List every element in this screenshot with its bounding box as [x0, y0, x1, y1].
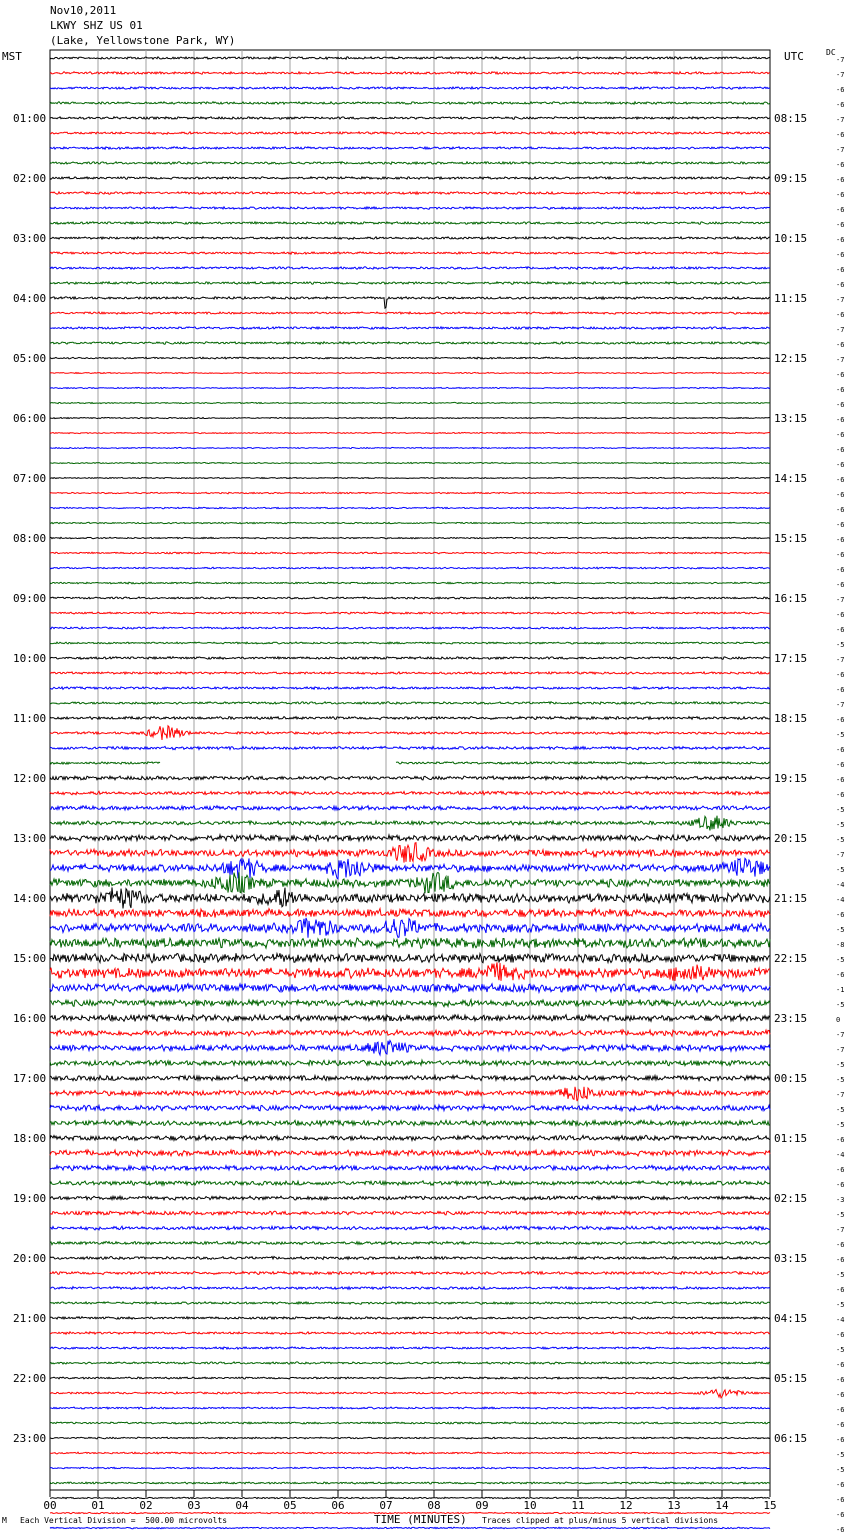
dc-offset-label: -6 [836, 176, 845, 184]
dc-offset-label: -4 [836, 1316, 845, 1324]
dc-offset-label: -5 [836, 1271, 845, 1279]
trace-row [50, 222, 770, 225]
trace-row [50, 1437, 770, 1439]
dc-offset-label: -6 [836, 386, 845, 394]
x-tick-label: 00 [43, 1499, 57, 1512]
trace-row [50, 1347, 770, 1349]
right-hour-label: 14:15 [774, 472, 808, 485]
dc-offset-label: -6 [836, 341, 845, 349]
left-hour-label: 11:00 [13, 712, 47, 725]
trace-row [50, 522, 770, 523]
trace-row [50, 1120, 770, 1126]
right-hour-label: 21:15 [774, 892, 808, 905]
trace-row [50, 432, 770, 433]
left-hour-label: 05:00 [13, 352, 47, 365]
left-hour-label: 18:00 [13, 1132, 47, 1145]
trace-row [50, 1181, 770, 1185]
left-hour-label: 02:00 [13, 172, 47, 185]
dc-offset-label: -6 [836, 1181, 845, 1189]
dc-offset-label: -7 [836, 701, 845, 709]
trace-row [50, 1422, 770, 1424]
right-hour-label: 05:15 [774, 1372, 808, 1385]
dc-offset-label: -6 [836, 1436, 845, 1444]
trace-row [50, 1377, 770, 1379]
trace-row [50, 567, 770, 569]
trace-row [50, 1287, 770, 1290]
dc-offset-label: -6 [836, 1526, 845, 1534]
x-tick-label: 13 [667, 1499, 681, 1512]
trace-row [50, 267, 770, 270]
trace-row [50, 1135, 770, 1140]
left-hour-label: 14:00 [13, 892, 47, 905]
dc-offset-label: -4 [836, 1151, 845, 1159]
right-hour-label: 09:15 [774, 172, 808, 185]
trace-row [50, 357, 770, 359]
dc-offset-label: -6 [836, 566, 845, 574]
dc-offset-label: -6 [836, 1496, 845, 1504]
dc-offset-label: -3 [836, 1196, 845, 1204]
dc-offset-label: -5 [836, 641, 845, 649]
trace-row [50, 192, 770, 195]
left-hour-label: 17:00 [13, 1072, 47, 1085]
right-hour-label: 01:15 [774, 1132, 808, 1145]
right-timezone-label: UTC [784, 50, 804, 63]
dc-offset-label: -6 [836, 161, 845, 169]
dc-offset-label: -7 [836, 56, 845, 64]
dc-offset-label: -6 [836, 1361, 845, 1369]
dc-offset-label: -6 [836, 626, 845, 634]
dc-offset-label: -6 [836, 1166, 845, 1174]
trace-row [50, 746, 770, 749]
left-hour-label: 20:00 [13, 1252, 47, 1265]
dc-offset-label: -5 [836, 1346, 845, 1354]
dc-offset-label: -5 [836, 956, 845, 964]
dc-offset-label: -6 [836, 671, 845, 679]
trace-row [50, 102, 770, 105]
trace-row [50, 938, 770, 949]
dc-offset-label: -6 [836, 431, 845, 439]
dc-offset-label: -6 [836, 611, 845, 619]
dc-offset-label: -6 [836, 371, 845, 379]
trace-row [50, 207, 770, 210]
trace-row [50, 918, 770, 938]
trace-row [50, 1150, 770, 1156]
x-tick-label: 01 [91, 1499, 105, 1512]
dc-offset-label: -6 [836, 206, 845, 214]
trace-row [50, 87, 770, 89]
trace-row [50, 909, 770, 918]
trace-row [50, 1166, 770, 1171]
dc-offset-label: -6 [836, 251, 845, 259]
dc-offset-label: -6 [836, 581, 845, 589]
dc-offset-label: -6 [836, 746, 845, 754]
trace-row [50, 132, 770, 135]
left-hour-label: 03:00 [13, 232, 47, 245]
trace-row [50, 1211, 770, 1215]
left-hour-label: 06:00 [13, 412, 47, 425]
x-tick-label: 07 [379, 1499, 393, 1512]
dc-offset-label: -5 [836, 821, 845, 829]
trace-row [50, 1041, 770, 1055]
dc-offset-label: -7 [836, 326, 845, 334]
dc-offset-label: -6 [836, 221, 845, 229]
dc-offset-label: -6 [836, 476, 845, 484]
x-tick-label: 08 [427, 1499, 441, 1512]
trace-row [50, 1196, 770, 1200]
trace-row [50, 342, 770, 345]
dc-offset-label: -6 [836, 1241, 845, 1249]
x-tick-label: 06 [331, 1499, 345, 1512]
left-hour-label: 13:00 [13, 832, 47, 845]
trace-row [50, 887, 770, 908]
trace-row [50, 327, 770, 330]
trace-row [50, 1302, 770, 1305]
right-hour-label: 06:15 [774, 1432, 808, 1445]
trace-row [50, 387, 770, 388]
trace-row [50, 507, 770, 509]
dc-offset-label: -7 [836, 1031, 845, 1039]
trace-row [50, 1452, 770, 1454]
trace-row [50, 492, 770, 494]
left-hour-label: 09:00 [13, 592, 47, 605]
trace-row [50, 1000, 770, 1007]
trace-row [50, 582, 770, 584]
left-hour-label: 15:00 [13, 952, 47, 965]
dc-offset-label: -5 [836, 836, 845, 844]
dc-offset-label: -6 [836, 716, 845, 724]
left-hour-label: 19:00 [13, 1192, 47, 1205]
trace-row [50, 953, 770, 963]
trace-row [50, 1075, 770, 1081]
corner-mark: M [2, 1516, 7, 1525]
right-hour-label: 11:15 [774, 292, 808, 305]
trace-row [50, 312, 770, 314]
trace-row [50, 57, 770, 59]
trace-row [50, 537, 770, 539]
trace-row [50, 872, 770, 893]
trace-row [50, 984, 770, 993]
trace-row [50, 1407, 770, 1409]
dc-label: DC [826, 48, 836, 57]
dc-offset-label: -6 [836, 791, 845, 799]
trace-row [50, 1497, 770, 1499]
dc-offset-label: -6 [836, 1391, 845, 1399]
right-hour-label: 16:15 [774, 592, 808, 605]
x-tick-label: 05 [283, 1499, 297, 1512]
dc-offset-label: -6 [836, 491, 845, 499]
left-hour-label: 22:00 [13, 1372, 47, 1385]
trace-row [50, 642, 770, 644]
x-tick-label: 03 [187, 1499, 201, 1512]
trace-row [50, 1015, 770, 1022]
dc-offset-label: -6 [836, 536, 845, 544]
right-hour-label: 02:15 [774, 1192, 808, 1205]
left-hour-label: 08:00 [13, 532, 47, 545]
trace-row [50, 776, 770, 780]
dc-offset-label: -6 [836, 911, 845, 919]
trace-row [50, 147, 770, 150]
dc-offset-label: -6 [836, 551, 845, 559]
trace-row [50, 726, 770, 740]
dc-offset-label: -7 [836, 1226, 845, 1234]
left-hour-label: 01:00 [13, 112, 47, 125]
trace-row [50, 297, 770, 309]
dc-offset-label: -6 [836, 521, 845, 529]
trace-row [50, 816, 770, 831]
dc-offset-label: -5 [836, 1001, 845, 1009]
right-hour-label: 19:15 [774, 772, 808, 785]
left-timezone-label: MST [2, 50, 22, 63]
dc-offset-label: -4 [836, 896, 845, 904]
trace-row [50, 1390, 770, 1398]
trace-row [50, 462, 770, 463]
trace-row [50, 177, 770, 180]
dc-offset-label: -6 [836, 281, 845, 289]
dc-offset-label: -6 [836, 776, 845, 784]
dc-offset-label: -1 [836, 986, 845, 994]
trace-row [50, 372, 770, 373]
dc-offset-label: -8 [836, 941, 845, 949]
header-date: Nov10,2011 [50, 4, 117, 17]
trace-row [50, 1362, 770, 1364]
left-hour-label: 04:00 [13, 292, 47, 305]
dc-offset-label: -7 [836, 656, 845, 664]
left-hour-label: 23:00 [13, 1432, 47, 1445]
right-hour-label: 23:15 [774, 1012, 808, 1025]
trace-row [50, 1226, 770, 1230]
dc-offset-label: -6 [836, 1331, 845, 1339]
dc-offset-label: -7 [836, 116, 845, 124]
trace-row [50, 672, 770, 675]
trace-row [50, 962, 770, 981]
trace-row [50, 702, 770, 705]
dc-offset-label: -6 [836, 686, 845, 694]
dc-offset-label: -7 [836, 596, 845, 604]
trace-row [50, 762, 770, 765]
right-hour-label: 12:15 [774, 352, 808, 365]
trace-row [50, 717, 770, 720]
trace-row [50, 806, 770, 811]
left-hour-label: 12:00 [13, 772, 47, 785]
scale-note: Each Vertical Division = 500.00 microvolts [20, 1516, 228, 1525]
trace-row [50, 627, 770, 629]
clip-note: Traces clipped at plus/minus 5 vertical divisions [482, 1516, 719, 1525]
trace-row [50, 1272, 770, 1275]
left-hour-label: 10:00 [13, 652, 47, 665]
dc-offset-label: -5 [836, 1106, 845, 1114]
x-tick-label: 11 [571, 1499, 585, 1512]
trace-row [50, 1467, 770, 1469]
header-station: LKWY SHZ US 01 [50, 19, 143, 32]
dc-offset-label: -4 [836, 881, 845, 889]
trace-row [50, 657, 770, 660]
right-hour-label: 00:15 [774, 1072, 808, 1085]
trace-row [50, 612, 770, 614]
dc-offset-label: -6 [836, 461, 845, 469]
right-hour-label: 04:15 [774, 1312, 808, 1325]
right-hour-label: 22:15 [774, 952, 808, 965]
trace-row [50, 237, 770, 240]
dc-offset-label: -7 [836, 146, 845, 154]
dc-offset-label: -6 [836, 236, 845, 244]
left-hour-label: 21:00 [13, 1312, 47, 1325]
dc-offset-label: -5 [836, 1076, 845, 1084]
dc-offset-label: -6 [836, 1421, 845, 1429]
trace-row [50, 402, 770, 403]
x-tick-label: 12 [619, 1499, 633, 1512]
right-hour-label: 08:15 [774, 112, 808, 125]
dc-offset-label: -5 [836, 1466, 845, 1474]
dc-offset-label: -6 [836, 191, 845, 199]
header-location: (Lake, Yellowstone Park, WY) [50, 34, 236, 47]
dc-offset-label: -5 [836, 1121, 845, 1129]
trace-row [50, 1060, 770, 1066]
left-hour-label: 16:00 [13, 1012, 47, 1025]
dc-offset-label: -5 [836, 1451, 845, 1459]
trace-row [50, 1105, 770, 1111]
dc-offset-label: -6 [836, 1511, 845, 1519]
dc-offset-label: -7 [836, 1091, 845, 1099]
dc-offset-label: -7 [836, 296, 845, 304]
dc-offset-label: -6 [836, 1376, 845, 1384]
x-axis-title: TIME (MINUTES) [374, 1513, 467, 1526]
trace-row [50, 162, 770, 165]
trace-row [50, 791, 770, 795]
trace-row [50, 282, 770, 285]
trace-row [50, 835, 770, 841]
right-hour-label: 13:15 [774, 412, 808, 425]
trace-row [50, 417, 770, 418]
dc-offset-label: -6 [836, 1256, 845, 1264]
trace-row [50, 252, 770, 254]
left-hour-label: 07:00 [13, 472, 47, 485]
dc-offset-label: -6 [836, 131, 845, 139]
dc-offset-label: -6 [836, 1406, 845, 1414]
dc-offset-label: -5 [836, 1301, 845, 1309]
x-tick-label: 15 [763, 1499, 777, 1512]
dc-offset-label: -6 [836, 971, 845, 979]
dc-offset-label: -6 [836, 1481, 845, 1489]
trace-row [50, 117, 770, 120]
x-tick-label: 14 [715, 1499, 729, 1512]
dc-offset-label: -5 [836, 1061, 845, 1069]
x-tick-label: 02 [139, 1499, 153, 1512]
right-hour-label: 10:15 [774, 232, 808, 245]
dc-offset-label: -5 [836, 926, 845, 934]
dc-offset-label: -6 [836, 506, 845, 514]
trace-row [50, 1317, 770, 1320]
dc-offset-label: -6 [836, 86, 845, 94]
trace-row [50, 597, 770, 599]
dc-offset-label: -5 [836, 866, 845, 874]
dc-offset-label: -7 [836, 1046, 845, 1054]
trace-row [50, 1030, 770, 1036]
x-tick-label: 04 [235, 1499, 249, 1512]
dc-offset-label: -7 [836, 356, 845, 364]
dc-offset-label: -6 [836, 311, 845, 319]
dc-offset-label: -6 [836, 401, 845, 409]
trace-row [50, 1482, 770, 1484]
dc-offset-label: -6 [836, 761, 845, 769]
trace-row [50, 1332, 770, 1335]
trace-row [50, 687, 770, 690]
dc-offset-label: -7 [836, 851, 845, 859]
trace-row [50, 1087, 770, 1101]
x-tick-label: 09 [475, 1499, 489, 1512]
dc-offset-label: -5 [836, 806, 845, 814]
right-hour-label: 15:15 [774, 532, 808, 545]
right-hour-label: 17:15 [774, 652, 808, 665]
trace-row [50, 447, 770, 448]
right-hour-label: 18:15 [774, 712, 808, 725]
trace-row [50, 1527, 770, 1529]
dc-offset-label: -6 [836, 446, 845, 454]
right-hour-label: 20:15 [774, 832, 808, 845]
right-hour-label: 03:15 [774, 1252, 808, 1265]
trace-row [50, 477, 770, 478]
trace-row [50, 1241, 770, 1244]
x-tick-label: 10 [523, 1499, 537, 1512]
dc-offset-label: -6 [836, 416, 845, 424]
dc-offset-label: -7 [836, 71, 845, 79]
trace-row [50, 72, 770, 75]
dc-offset-label: -5 [836, 731, 845, 739]
dc-offset-label: -6 [836, 266, 845, 274]
dc-offset-label: -5 [836, 1211, 845, 1219]
trace-row [50, 1256, 770, 1259]
dc-offset-label: -6 [836, 101, 845, 109]
dc-offset-label: 0 [836, 1016, 841, 1024]
trace-row [50, 552, 770, 554]
dc-offset-label: -6 [836, 1136, 845, 1144]
trace-row [50, 843, 770, 863]
dc-offset-label: -6 [836, 1286, 845, 1294]
